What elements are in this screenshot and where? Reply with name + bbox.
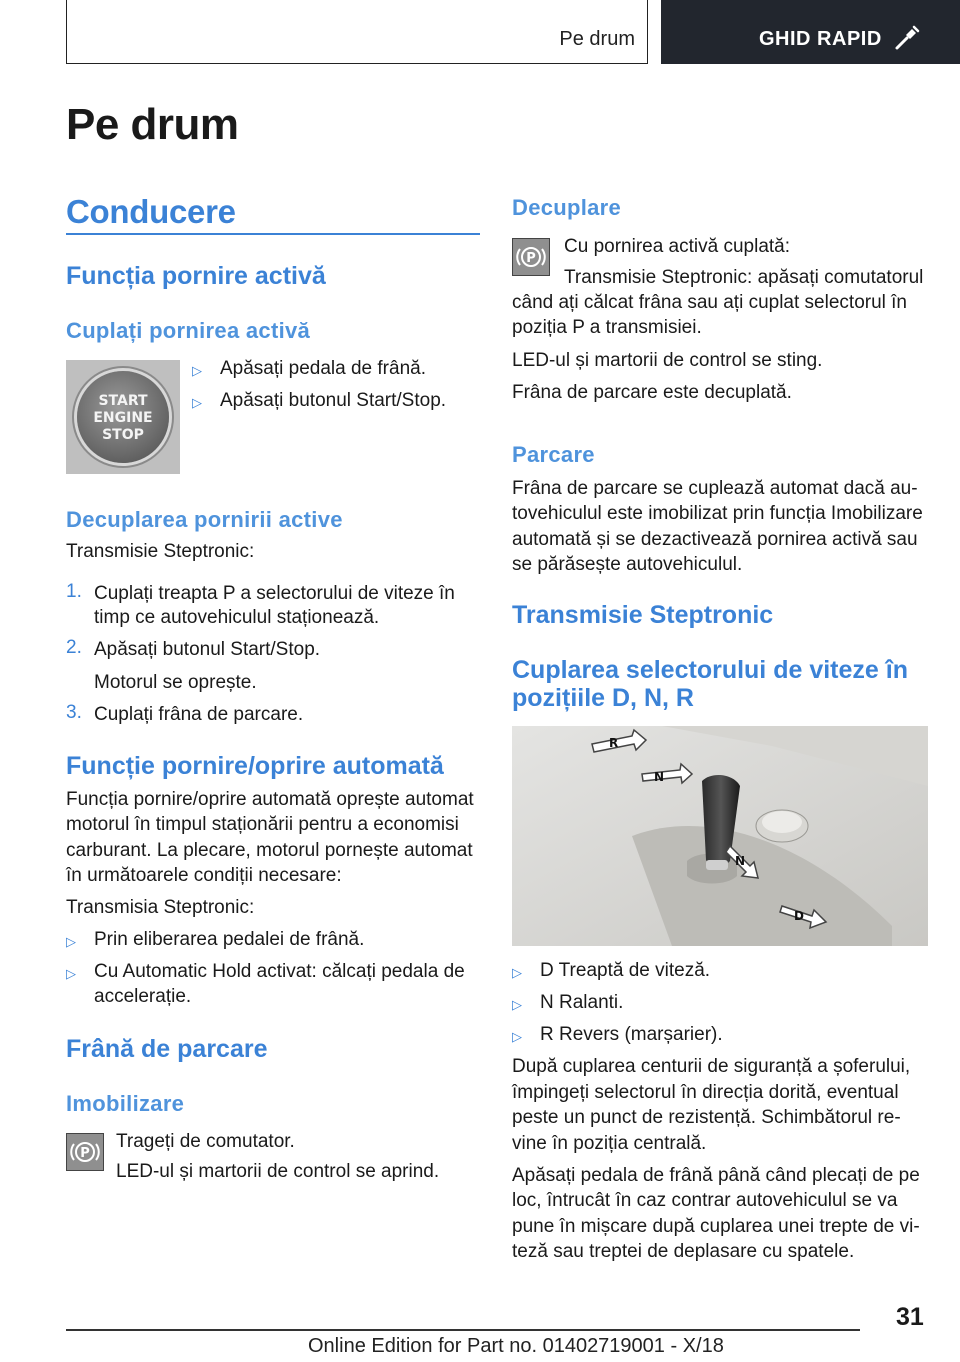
parking-brake-icon xyxy=(512,238,550,276)
heading-autostop: Funcție pornire/oprire automată xyxy=(66,752,444,780)
heading-imobilizare: Imobilizare xyxy=(66,1091,185,1116)
header-guide-label: GHID RAPID xyxy=(759,28,882,50)
heading-conducere: Conducere xyxy=(66,193,236,230)
header-section-box xyxy=(66,0,648,64)
heading-cuplarea-selector: Cuplarea selectorului de viteze în xyxy=(512,656,908,684)
heading-decuplare: Decuplare xyxy=(512,195,622,220)
heading-decuplarea: Decuplarea pornirii active xyxy=(66,507,343,532)
imobilizare-text: LED-ul și martorii de control se aprind. xyxy=(116,1161,440,1182)
step-text: Apăsați butonul Start/Stop. xyxy=(94,639,321,660)
autostop-para: în următoarele condiții necesare: xyxy=(66,865,342,886)
final-para: pune în mișcare după cuplarea unei trepte de vi- xyxy=(512,1216,920,1237)
list-item: N Ralanti. xyxy=(540,992,624,1013)
imobilizare-text: Trageți de comutator. xyxy=(116,1131,295,1152)
list-item: Apăsați butonul Start/Stop. xyxy=(220,390,447,411)
header-guide-tab[interactable] xyxy=(661,0,960,64)
bullet-triangle-icon: ▷ xyxy=(66,934,76,949)
step-text: Cuplați frâna de parcare. xyxy=(94,704,304,725)
step-number: 2. xyxy=(66,637,82,658)
heading-cuplarea-selector: pozițiile D, N, R xyxy=(512,684,694,712)
parcare-para: Frâna de parcare se cuplează automat dacă au- xyxy=(512,478,918,499)
svg-text:P: P xyxy=(80,1146,90,1161)
heading-parcare: Parcare xyxy=(512,442,595,467)
gear-selector-image xyxy=(512,726,928,946)
page-title: Pe drum xyxy=(66,100,239,149)
steptronic-label: Transmisie Steptronic: xyxy=(66,541,255,562)
list-item: accelerație. xyxy=(94,986,192,1007)
decuplare-brake-text: Frâna de parcare este decuplată. xyxy=(512,382,792,403)
decuplare-text: Transmisie Steptronic: apăsați comutatorul xyxy=(564,267,924,288)
final-para: peste un punct de rezistență. Schimbătorul re- xyxy=(512,1107,901,1128)
parcare-para: se părăsește autovehiculul. xyxy=(512,554,743,575)
final-para: vine în poziția centrală. xyxy=(512,1133,707,1154)
gear-label-n2: N xyxy=(735,854,746,868)
bullet-triangle-icon: ▷ xyxy=(512,965,522,980)
autostop-para: carburant. La plecare, motorul pornește automat xyxy=(66,840,473,861)
autostop-para: motorul în timpul staționării pentru a economisi xyxy=(66,814,459,835)
gear-label-n: N xyxy=(654,770,665,784)
heading-functia-pornire: Funcția pornire activă xyxy=(66,262,326,290)
header-section-title: Pe drum xyxy=(559,28,635,50)
decuplare-text: când ați călcat frâna sau ați cuplat selectorul în xyxy=(512,292,908,313)
heading-transmisie-steptronic: Transmisie Steptronic xyxy=(512,601,774,629)
parking-brake-icon xyxy=(66,1133,104,1171)
parcare-para: automată și se dezactivează pornirea activă sau xyxy=(512,529,918,550)
bullet-triangle-icon: ▷ xyxy=(66,966,76,981)
final-para: teză sau treptei de deplasare cu spatele. xyxy=(512,1241,855,1262)
start-label: START xyxy=(98,393,148,409)
final-para: loc, întrucât în caz contrar autovehiculul se va xyxy=(512,1190,898,1211)
final-para: După cuplarea centurii de siguranță a șoferului, xyxy=(512,1056,911,1077)
svg-text:P: P xyxy=(526,251,536,266)
list-item: R Revers (marșarier). xyxy=(540,1024,723,1045)
list-item: D Treaptă de viteză. xyxy=(540,960,711,981)
footer-edition: Online Edition for Part no. 01402719001 - X/18 xyxy=(308,1335,724,1357)
bullet-triangle-icon: ▷ xyxy=(192,363,202,378)
decuplare-led-text: LED-ul și martorii de control se sting. xyxy=(512,350,823,371)
heading-frana-parcare: Frână de parcare xyxy=(66,1035,268,1063)
engine-label: ENGINE xyxy=(93,410,153,426)
heading-rule xyxy=(66,233,480,235)
wrench-icon xyxy=(894,25,920,51)
list-item: Prin eliberarea pedalei de frână. xyxy=(94,929,365,950)
page-number: 31 xyxy=(896,1303,924,1331)
start-engine-button-image xyxy=(66,360,180,474)
heading-cuplati-pornirea: Cuplați pornirea activă xyxy=(66,318,311,343)
decuplare-text: Cu pornirea activă cuplată: xyxy=(564,236,791,257)
start-button-ring xyxy=(77,371,169,463)
step-text: Cuplați treapta P a selectorului de viteze în xyxy=(94,583,455,604)
final-para: Apăsați pedala de frână până când plecați de pe xyxy=(512,1165,920,1186)
gear-label-d: D xyxy=(794,909,804,923)
step-text: timp ce autovehiculul staționează. xyxy=(94,607,380,628)
gear-label-r: R xyxy=(609,736,619,750)
step-note: Motorul se oprește. xyxy=(94,672,257,693)
footer-rule xyxy=(66,1329,860,1331)
list-item: Cu Automatic Hold activat: călcați pedala de xyxy=(94,961,465,982)
transmisia-label: Transmisia Steptronic: xyxy=(66,897,255,918)
stop-label: STOP xyxy=(102,427,144,443)
decuplare-text: poziția P a transmisiei. xyxy=(512,317,702,338)
step-number: 3. xyxy=(66,702,82,723)
list-item: Apăsați pedala de frână. xyxy=(220,358,426,379)
bullet-triangle-icon: ▷ xyxy=(512,1029,522,1044)
bullet-triangle-icon: ▷ xyxy=(512,997,522,1012)
bullet-triangle-icon: ▷ xyxy=(192,395,202,410)
final-para: împingeți selectorul în direcția dorită, eventual xyxy=(512,1082,899,1103)
autostop-para: Funcția pornire/oprire automată oprește automat xyxy=(66,789,474,810)
parcare-para: tovehiculul este imobilizat prin funcția Imobilizare xyxy=(512,503,923,524)
step-number: 1. xyxy=(66,581,82,602)
